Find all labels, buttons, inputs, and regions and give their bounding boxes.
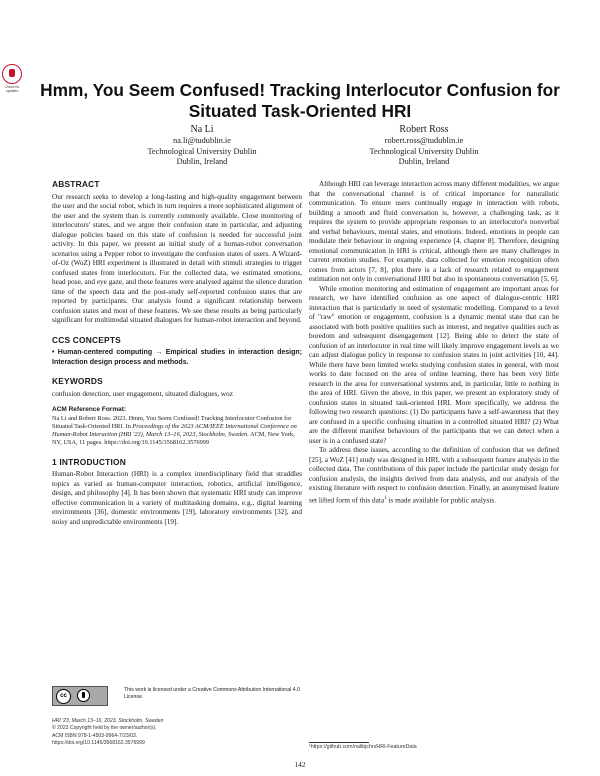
body-paragraph: Although HRI can leverage interaction across many different modalities, we argue that the conversational channel is of critical importance for naturalistic communication. To ensure users continually engage in interaction with robots, building a smooth and fluid conversation is, however, a challenging task, as it requires the system to provide appropriate responses to an interlocutor's nonverbal and verbal behaviours, mental states, and emotions. Indeed, emotions in people can modulate their behaviour in ongoing experience [4, chapter 8]. Therefore, designing emotional communication in HRI is critical, although there are many challenges in current emotion studies. For example, data collected for emotion recognition often comes from actors [7, 8], plus there is a lack of research related to engagement estimation not only in conversational HRI but also in spontaneous conversation [5, 6].: [309, 180, 559, 283]
creative-commons-icon[interactable]: cc: [52, 686, 108, 706]
check-for-updates-label: Check for updates: [4, 85, 20, 93]
footer-isbn: ACM ISBN 978-1-4503-9964-7/23/03.: [52, 732, 138, 739]
acm-reference-heading: ACM Reference Format:: [52, 406, 127, 413]
abstract-heading: ABSTRACT: [52, 179, 100, 189]
author-location: Dublin, Ireland: [398, 157, 450, 167]
body-paragraph: While emotion monitoring and estimation of engagement are important areas for research, we have identified confusion as one aspect of dialogue-centric HRI interaction that is particularly in need of systematic modelling. Compared to a level of "raw" emotion or engagement, confusion is a dynamic mental state that can be associated with both positive qualities such as interest, and negative qualities such as boredom and subsequent disengagement [12]. Being able to detect the state of confusion of an interlocutor in real time will likely improve engagement levels as we can adjust dialogue policy in response to confusion states in joint activities [10, 44]. While there have been limited works studying confusion states in general, with most works to date focused on the area of online learning, there has been very little research in the area for conversational systems and, in particular, little to nothing in the area of HRI. Given the above, in this paper, we present an exploratory study of confusion states in situated task-oriented HRI. More specifically, we address the following two research questions: (1) Do participants have a self-awareness that they are confused in a specific confusing situation in a controlled situated HRI? (2) What are the different manifest behaviours of the participants that we can detect when a user is in a confused state?: [309, 284, 559, 445]
license-text: This work is licensed under a Creative Commons Attribution International 4.0 License.: [124, 687, 300, 701]
footer-conference: HRI '23, March 13–16, 2023, Stockholm, Sweden: [52, 718, 164, 724]
footnote-link[interactable]: ¹https://github.com/nalibjchn/HRI-FeatureData: [309, 744, 417, 750]
footer-doi-link[interactable]: https://doi.org/10.1145/3568162.3576999: [52, 739, 145, 746]
right-column: [309, 180, 559, 505]
introduction-paragraph: Human-Robot Interaction (HRI) is a complex interdisciplinary field that straddles topics as varied as human-computer interaction, robotics, artificial intelligence, design, and philosophy [4]. It has been shown that systematic HRI study can improve effective communication in a variety of multitasking domains, e.g., digital learning environments [36], domestic environments [19], laboratory environments [32], and noisy and unpredictable environments [19].: [52, 470, 302, 526]
footer-info: [52, 718, 302, 747]
page-number: 142: [294, 760, 306, 769]
author-email: na.li@tudublin.ie: [173, 136, 231, 145]
acm-reference-text: Na Li and Robert Ross. 2023. Hmm, You Seem Confused! Tracking Interlocutor Confusion for Situated Task-Oriented HRI. In Proceedings of the 2023 ACM/IEEE International Conference on Human-Robot Interaction (HRI '23), March 13–16, 2023, Stockholm, Sweden. ACM, New York, NY, USA, 11 pages. https://doi.org/10.1145/3568162.3576999: [52, 414, 297, 447]
license-block: [52, 686, 302, 710]
author-block: [324, 124, 524, 168]
keywords-heading: KEYWORDS: [52, 376, 103, 386]
footnote-divider: [309, 742, 369, 743]
author-block: [102, 124, 302, 168]
ccs-heading: CCS CONCEPTS: [52, 334, 121, 345]
abstract-text: Our research seeks to develop a long-lasting and high-quality engagement between the user and the social robot, which in turn requires a more sophisticated alignment of the user and the system than is currently commonly available. Close monitoring of interlocutors' states, and we argue their confusion state in particular, and adjusting dialogue policies based on this state of confusion is needed for successful joint activity. In this paper, we present an initial study of a human-robot conversation scenarios using a Pepper robot to investigate the confusion states of users. A Wizard-of-Oz (WoZ) HRI experiment is illustrated in detail with stimuli strategies to trigger confused states from interlocutors. For the collected data, we estimated emotions, head pose, and eye gaze, and these features were analysed against the silence duration time of the speech data and the post-study self-reported confusion states that are reported by participants. Our analysis found a significant relationship between confusion states and most of these features. We see these results as being particularly significant for multimodal situated dialogues for human-robot interaction and beyond.: [52, 192, 302, 324]
paper-title: Hmm, You Seem Confused! Tracking Interlocutor Confusion for Situated Task-Oriented HRI: [40, 80, 560, 121]
author-affiliation: Technological University Dublin: [369, 146, 479, 156]
author-affiliation: Technological University Dublin: [147, 146, 257, 156]
left-column: [52, 180, 302, 527]
author-name: Na Li: [190, 124, 214, 135]
check-for-updates-icon: [2, 64, 22, 84]
body-paragraph: To address these issues, according to the definition of confusion that we defined [25], a WoZ [41] study was designed in HRI, with a subsequent feature analysis in the collected data. The contributions of this paper include the particular study design for confusion analysis, the insights derived from data analysis, and our analysis of the existing literature with respect to confusion detection. Finally, an anonymised feature set lifted form of this data$^1$ is made available for public analysis.: [309, 446, 559, 504]
footnote-marker[interactable]: 1: [384, 495, 387, 501]
author-location: Dublin, Ireland: [176, 157, 228, 167]
check-for-updates-badge[interactable]: [0, 64, 28, 94]
footer-copyright: © 2023 Copyright held by the owner/author(s).: [52, 725, 157, 732]
author-name: Robert Ross: [399, 124, 449, 135]
author-email: robert.ross@tudublin.ie: [384, 136, 464, 145]
keywords-text: confusion detection, user engagement, situated dialogues, woz: [52, 389, 233, 398]
ccs-text: • Human-centered computing → Empirical studies in interaction design; Interaction design process and methods.: [52, 349, 302, 366]
introduction-heading: 1 INTRODUCTION: [52, 456, 126, 467]
